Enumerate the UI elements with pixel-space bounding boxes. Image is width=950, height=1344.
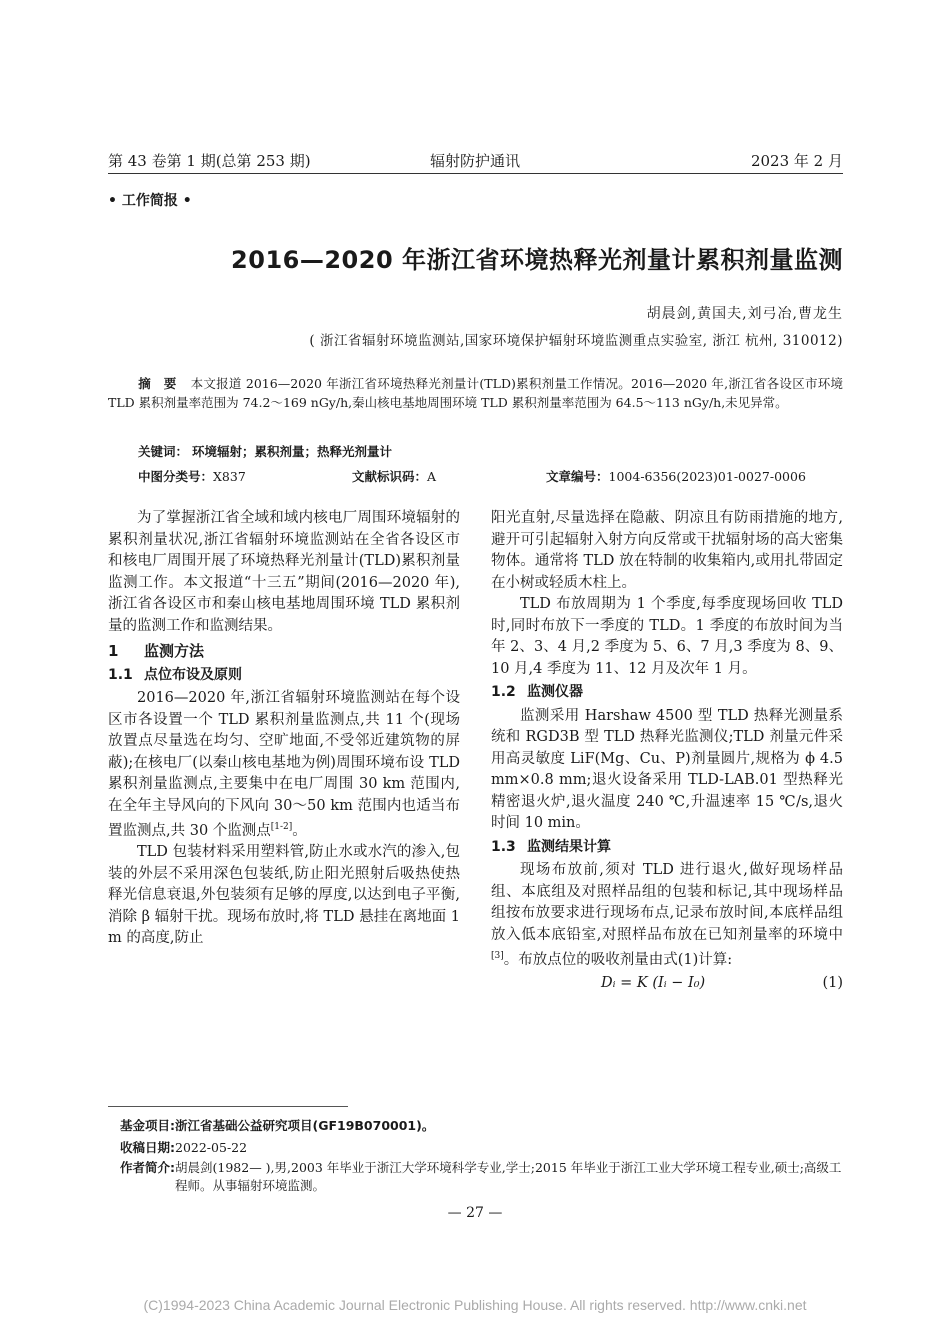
author-bio: 胡晨剑(1982— ),男,2003 年毕业于浙江大学环境科学专业,学士;2015 年毕业于浙江工业大学环境工程专业,硕士;高级工程师。从事辐射环境监测。 xyxy=(175,1160,842,1193)
period-paragraph: TLD 布放周期为 1 个季度,每季度现场回收 TLD 时,同时布放下一季度的 TLD。1 季度的布放时间为当年 2、3、4 月,2 季度为 5、6、7 月,3 季度为 8、9、10 月,4 季度为 11、12 月及次年 1 月。 xyxy=(491,596,843,677)
article-label: 文章编号： xyxy=(546,469,609,484)
footnote-fund xyxy=(120,1117,842,1135)
section-1-number: 1 xyxy=(108,642,119,660)
section-tag: • 工作简报 • xyxy=(108,193,192,209)
citation-ref: [1-2] xyxy=(270,822,293,832)
clc-label: 中图分类号： xyxy=(138,469,214,484)
doc-code xyxy=(352,467,436,485)
fund-text: 浙江省基础公益研究项目(GF19B070001)。 xyxy=(175,1118,435,1133)
left-column xyxy=(108,508,460,950)
copyright-notice: (C)1994-2023 China Academic Journal Electronic Publishing House. All rights reserved. http://www.cnki.net xyxy=(143,1297,807,1313)
affiliation: ( 浙江省辐射环境监测站,国家环境保护辐射环境监测重点实验室, 浙江 杭州, 310012) xyxy=(309,333,843,349)
section-1-1-heading xyxy=(108,665,460,687)
section-1-3-heading xyxy=(491,837,843,859)
page-number: — 27 — xyxy=(447,1205,503,1221)
layout-paragraph-text: 2016—2020 年,浙江省辐射环境监测站在每个设区市各设置一个 TLD 累积剂量监测点,共 11 个(现场放置点尽量选在均匀、空旷地面,不受邻近建筑物的屏蔽);在核电厂(以秦山核电基地为例)周围环境布设 TLD 累积剂量监测点,主要集中在电厂周围 30 km 范围内,在全年主导风向的下风向 30～50 km 范围内也适当布置监测点,共 30 个监测点 xyxy=(108,690,460,839)
citation-ref: [3] xyxy=(491,951,504,961)
header-date: 2023 年 2 月 xyxy=(750,152,843,170)
layout-paragraph-end: 。 xyxy=(292,822,307,839)
keywords xyxy=(138,442,392,460)
section-1-2-title: 监测仪器 xyxy=(527,684,583,700)
fund-label: 基金项目: xyxy=(120,1118,175,1133)
layout-paragraph xyxy=(108,688,460,842)
keywords-text: 环境辐射；累积剂量；热释光剂量计 xyxy=(192,444,393,459)
section-1-2-number: 1.2 xyxy=(491,684,516,700)
footnote-received xyxy=(120,1139,842,1157)
equation-1 xyxy=(491,973,843,995)
section-1-title: 监测方法 xyxy=(144,642,205,660)
clc-value: X837 xyxy=(213,469,246,484)
abstract-text: 本文报道 2016—2020 年浙江省环境热释光剂量计(TLD)累积剂量工作情况。2016—2020 年,浙江省各设区市环境 TLD 累积剂量率范围为 74.2～169 nGy/h,秦山核电基地周围环境 TLD 累积剂量率范围为 64.5～113 nGy/h,未见异常。 xyxy=(108,376,843,410)
footnote-author xyxy=(120,1159,842,1195)
clc-number xyxy=(138,467,246,485)
abstract xyxy=(108,374,843,412)
author-label: 作者简介: xyxy=(120,1160,175,1175)
header-journal: 辐射防护通讯 xyxy=(429,152,520,170)
received-date: 2022-05-22 xyxy=(175,1140,248,1155)
section-1-1-title: 点位布设及原则 xyxy=(144,666,242,683)
calculation-paragraph-text: 现场布放前,须对 TLD 进行退火,做好现场样品组、本底组及对照样品组的包装和标记,其中现场样品组按布放要求进行现场布点,记录布放时间,本底样品组放入低本底铅室,对照样品布放在已知剂量率的环境中 xyxy=(491,862,843,943)
section-1-heading xyxy=(108,641,460,663)
placement-paragraph: 阳光直射,尽量选择在隐蔽、阴凉且有防雨措施的地方,避开可引起辐射入射方向反常或干扰辐射场的高大密集物体。通常将 TLD 放在特制的收集箱内,或用扎带固定在小树或轻质木柱上。 xyxy=(491,510,843,591)
received-label: 收稿日期: xyxy=(120,1140,175,1155)
abstract-label: 摘 要 xyxy=(138,376,177,391)
instrument-paragraph: 监测采用 Harshaw 4500 型 TLD 热释光测量系统和 RGD3B 型 TLD 热释光监测仪;TLD 剂量元件采用高灵敏度 LiF(Mg、Cu、P)剂量圆片,规格为 ϕ 4.5 mm×0.8 mm;退火设备采用 TLD-LAB.01 型热释光精密退火炉,退火温度 240 ℃,升温速率 15 ℃/s,退火时间 10 min。 xyxy=(491,707,843,831)
right-column xyxy=(491,508,843,995)
authors: 胡晨剑,黄国夫,刘弓冶,曹龙生 xyxy=(646,306,843,322)
header-volume: 第 43 卷第 1 期(总第 253 期) xyxy=(108,152,311,170)
section-1-1-number: 1.1 xyxy=(108,666,133,683)
section-1-2-heading xyxy=(491,682,843,704)
equation-number: (1) xyxy=(822,975,843,992)
article-title: 2016—2020 年浙江省环境热释光剂量计累积剂量监测 xyxy=(231,246,843,274)
packaging-paragraph: TLD 包装材料采用塑料管,防止水或水汽的渗入,包装的外层不采用深色包装纸,防止阳光照射后吸热使热释光信息衰退,外包装须有足够的厚度,以达到电子平衡,消除 β 辐射干扰。现场布放时,将 TLD 悬挂在离地面 1 m 的高度,防止 xyxy=(108,844,460,947)
article-number xyxy=(546,467,806,485)
calculation-paragraph-end: 。布放点位的吸收剂量由式(1)计算: xyxy=(503,951,733,968)
doc-value: A xyxy=(427,469,437,484)
section-1-3-title: 监测结果计算 xyxy=(527,838,611,855)
article-value: 1004-6356(2023)01-0027-0006 xyxy=(608,469,806,484)
section-1-3-number: 1.3 xyxy=(491,838,516,855)
footnote-rule xyxy=(108,1106,348,1107)
equation-body: Dᵢ = K (Iᵢ − I₀) xyxy=(601,975,706,992)
header-rule xyxy=(108,173,843,174)
keywords-label: 关键词： xyxy=(138,444,189,459)
intro-paragraph: 为了掌握浙江省全域和域内核电厂周围环境辐射的累积剂量状况,浙江省辐射环境监测站在全省各设区市和核电厂周围开展了环境热释光剂量计(TLD)累积剂量监测工作。本文报道“十三五”期间(2016—2020 年),浙江省各设区市和秦山核电基地周围环境 TLD 累积剂量的监测工作和监测结果。 xyxy=(108,510,460,634)
doc-label: 文献标识码： xyxy=(352,469,428,484)
calculation-paragraph xyxy=(491,860,843,971)
